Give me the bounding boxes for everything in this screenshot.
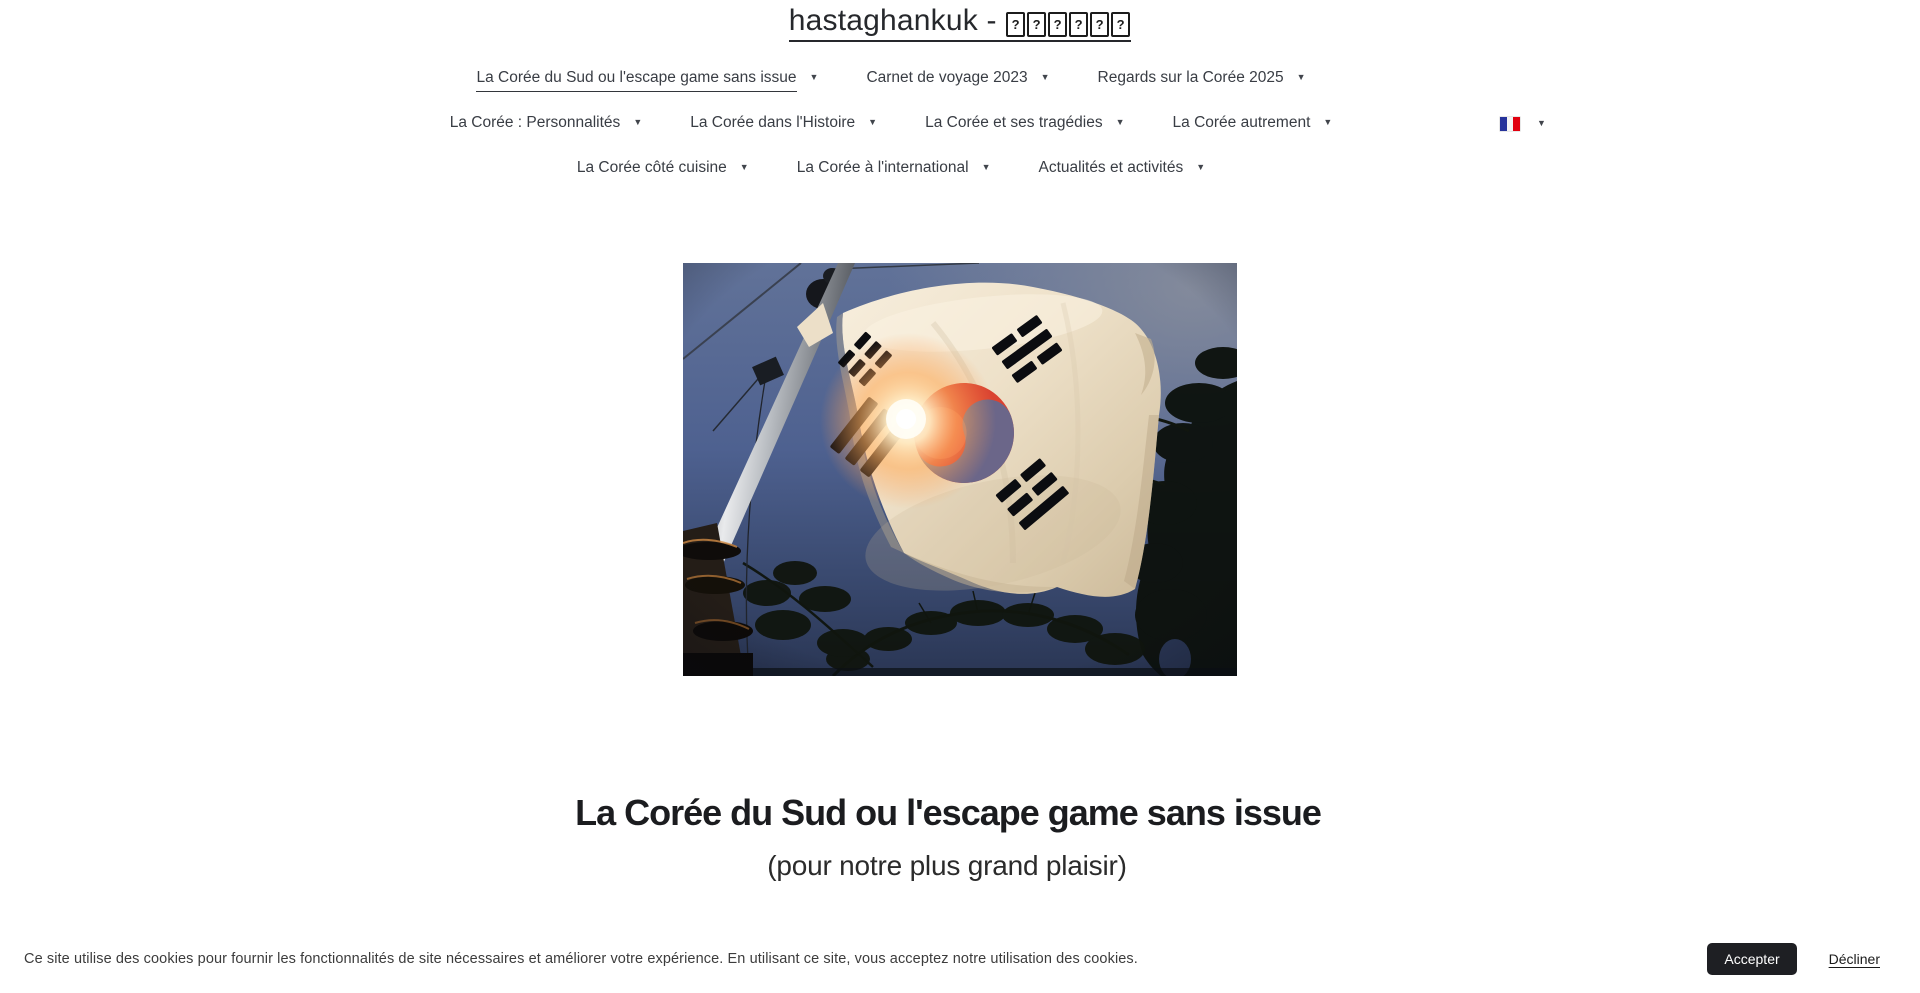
nav-item-coree-tragedies[interactable]: La Corée et ses tragédies ▼ — [925, 114, 1125, 131]
chevron-down-icon: ▼ — [1040, 72, 1050, 82]
nav-item-coree-personnalites[interactable]: La Corée : Personnalités ▼ — [449, 114, 643, 131]
chevron-down-icon: ▼ — [809, 72, 819, 82]
chevron-down-icon: ▼ — [1115, 117, 1125, 127]
main-nav-row-2 — [0, 113, 1920, 132]
main-nav-row-1 — [0, 68, 1920, 92]
missing-glyph-box: ? — [1048, 12, 1067, 37]
site-title-text: hastaghankuk - — [788, 4, 1006, 37]
chevron-down-icon: ▼ — [1323, 117, 1333, 127]
missing-glyph-box: ? — [1069, 12, 1088, 37]
cookie-banner — [0, 930, 1920, 993]
cookie-message: Ce site utilise des cookies pour fournir les fonctionnalités de site nécessaires et améliorer votre expérience. En utilisant ce site, vous acceptez notre utilisation des cookies. — [24, 950, 1138, 967]
nav-item-carnet-de-voyage-2023[interactable]: Carnet de voyage 2023 ▼ — [866, 69, 1050, 86]
cookie-decline-link[interactable]: Décliner — [1828, 950, 1880, 967]
nav-item-actualites-activites[interactable]: Actualités et activités ▼ — [1038, 159, 1206, 176]
korean-flag-photo — [683, 263, 1237, 676]
chevron-down-icon: ▼ — [981, 162, 991, 172]
missing-glyph-box: ? — [1006, 12, 1025, 37]
language-selector[interactable] — [1500, 114, 1546, 133]
chevron-down-icon: ▼ — [633, 117, 643, 127]
cookie-accept-button[interactable]: Accepter — [1707, 943, 1796, 975]
site-title-link[interactable] — [789, 4, 1131, 42]
page-title: La Corée du Sud ou l'escape game sans issue — [575, 792, 1321, 834]
chevron-down-icon: ▼ — [1296, 72, 1306, 82]
chevron-down-icon: ▼ — [1537, 118, 1546, 128]
page-subtitle: (pour notre plus grand plaisir) — [767, 850, 1127, 881]
chevron-down-icon: ▼ — [1196, 162, 1206, 172]
missing-glyph-box: ? — [1111, 12, 1130, 37]
nav-item-coree-cote-cuisine[interactable]: La Corée côté cuisine ▼ — [576, 159, 749, 176]
header — [0, 4, 1920, 42]
main-nav-row-3 — [0, 158, 1920, 177]
nav-item-coree-du-sud-escape-game[interactable]: La Corée du Sud ou l'escape game sans issue ▼ — [476, 68, 818, 92]
chevron-down-icon: ▼ — [868, 117, 878, 127]
nav-item-coree-international[interactable]: La Corée à l'international ▼ — [796, 159, 991, 176]
chevron-down-icon: ▼ — [739, 162, 749, 172]
nav-item-coree-autrement[interactable]: La Corée autrement ▼ — [1172, 114, 1333, 131]
missing-glyph-box: ? — [1090, 12, 1109, 37]
nav-item-regards-sur-la-coree-2025[interactable]: Regards sur la Corée 2025 ▼ — [1097, 69, 1306, 86]
missing-glyph-box: ? — [1027, 12, 1046, 37]
nav-item-coree-dans-histoire[interactable]: La Corée dans l'Histoire ▼ — [690, 114, 878, 131]
french-flag-icon — [1500, 117, 1520, 131]
